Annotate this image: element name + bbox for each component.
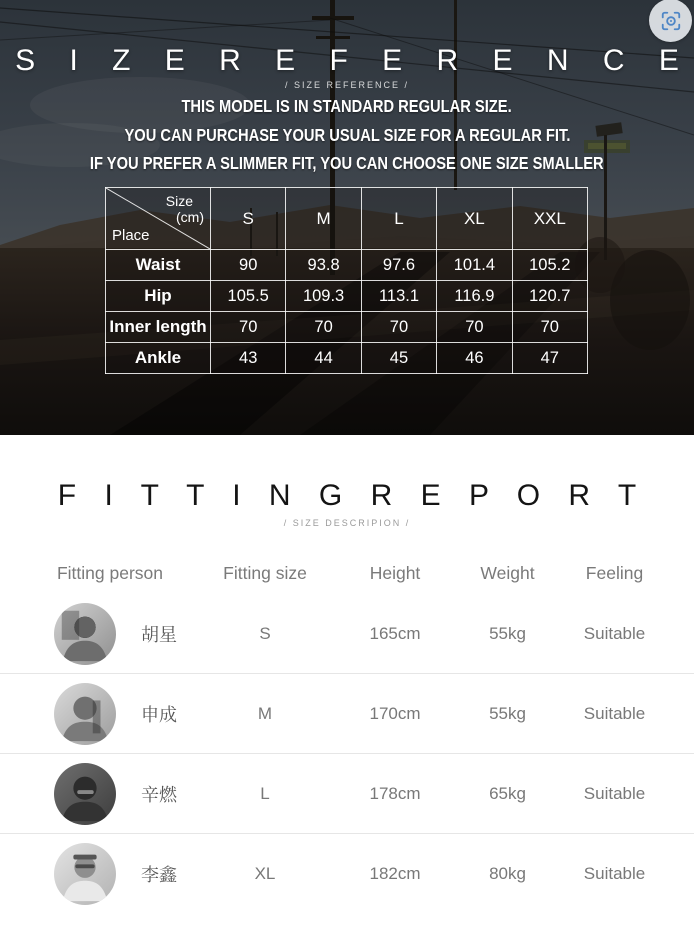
size-value: 116.9 xyxy=(437,281,512,312)
avatar xyxy=(54,683,116,745)
size-column-header: S xyxy=(211,188,286,250)
height-value: 170cm xyxy=(369,703,421,723)
size-value: 101.4 xyxy=(437,250,512,281)
row-label: Inner length xyxy=(106,312,211,343)
fitting-row xyxy=(0,834,694,914)
size-chart-header-row xyxy=(106,188,588,250)
size-value: 97.6 xyxy=(361,250,436,281)
fitting-report-subtitle: / SIZE DESCRIPION / xyxy=(283,518,411,528)
column-header-fitting-person: Fitting person xyxy=(56,562,164,583)
column-header-weight: Weight xyxy=(480,562,535,583)
size-value: 90 xyxy=(211,250,286,281)
size-column-header: M xyxy=(286,188,361,250)
fitting-report-title: F I T T I N G R E P O R T xyxy=(57,479,647,512)
size-value: 93.8 xyxy=(286,250,361,281)
weight-value: 80kg xyxy=(489,864,526,883)
corner-size-label: Size xyxy=(165,193,193,209)
size-column-header: L xyxy=(361,188,436,250)
size-value: 46 xyxy=(437,343,512,374)
size-value: 70 xyxy=(286,312,361,343)
person-name: 胡星 xyxy=(141,624,177,645)
size-value: 47 xyxy=(512,343,587,374)
row-label: Ankle xyxy=(106,343,211,374)
person-cell xyxy=(30,763,190,825)
description-line: YOU CAN PURCHASE YOUR USUAL SIZE FOR A REGULAR FIT. xyxy=(124,124,570,145)
fitting-row xyxy=(0,754,694,834)
column-header-feeling: Feeling xyxy=(585,562,644,583)
size-value: 113.1 xyxy=(361,281,436,312)
fitting-row xyxy=(0,674,694,754)
feeling-value: Suitable xyxy=(583,783,646,803)
size-value: 70 xyxy=(437,312,512,343)
size-value: 109.3 xyxy=(286,281,361,312)
feeling-value: Suitable xyxy=(583,864,646,883)
weight-value: 65kg xyxy=(489,783,526,803)
weight-value: 55kg xyxy=(489,623,526,643)
avatar xyxy=(54,763,116,825)
fitting-size-value: L xyxy=(260,783,270,803)
fitting-report-header-row xyxy=(0,552,694,594)
person-name: 李鑫 xyxy=(141,865,177,885)
row-label: Hip xyxy=(106,281,211,312)
size-reference-title: S I Z E R E F E R E N C E xyxy=(15,44,692,77)
fitting-size-value: S xyxy=(259,623,271,643)
size-column-header: XL xyxy=(437,188,512,250)
size-chart-row-inner-length xyxy=(106,312,588,343)
column-header-height: Height xyxy=(369,562,421,583)
row-label: Waist xyxy=(106,250,211,281)
person-name: 辛燃 xyxy=(141,784,177,805)
person-cell xyxy=(30,683,190,745)
size-chart-corner-cell xyxy=(106,188,211,250)
fitting-row xyxy=(0,594,694,674)
weight-value: 55kg xyxy=(489,703,526,723)
person-cell xyxy=(30,843,190,905)
avatar xyxy=(54,603,116,665)
size-value: 70 xyxy=(211,312,286,343)
size-value: 70 xyxy=(361,312,436,343)
size-chart-row-hip xyxy=(106,281,588,312)
person-cell xyxy=(30,603,190,665)
column-header-fitting-size: Fitting size xyxy=(223,562,307,583)
size-reference-description xyxy=(0,92,694,178)
corner-place-label: Place xyxy=(112,227,150,244)
height-value: 182cm xyxy=(369,864,421,883)
description-line: IF YOU PREFER A SLIMMER FIT, YOU CAN CHOOSE ONE SIZE SMALLER xyxy=(90,153,604,173)
avatar xyxy=(54,843,116,905)
person-silhouette-icon xyxy=(54,603,116,665)
size-chart-row-waist xyxy=(106,250,588,281)
size-chart-row-ankle xyxy=(106,343,588,374)
image-search-button[interactable] xyxy=(649,0,692,42)
feeling-value: Suitable xyxy=(583,623,646,643)
person-silhouette-icon xyxy=(54,763,116,825)
person-silhouette-icon xyxy=(54,843,116,905)
image-search-icon xyxy=(660,10,682,32)
size-chart-table xyxy=(105,187,588,374)
size-reference-section xyxy=(0,0,694,435)
size-column-header: XXL xyxy=(512,188,587,250)
size-value: 70 xyxy=(512,312,587,343)
description-line: THIS MODEL IS IN STANDARD REGULAR SIZE. xyxy=(181,96,513,116)
person-name: 申成 xyxy=(141,704,177,725)
size-value: 120.7 xyxy=(512,281,587,312)
size-value: 45 xyxy=(361,343,436,374)
size-value: 44 xyxy=(286,343,361,374)
size-value: 105.2 xyxy=(512,250,587,281)
height-value: 178cm xyxy=(369,783,421,803)
fitting-size-value: M xyxy=(257,703,273,723)
size-value: 105.5 xyxy=(211,281,286,312)
fitting-report-section xyxy=(0,435,694,914)
size-value: 43 xyxy=(211,343,286,374)
size-reference-subtitle: / SIZE REFERENCE / xyxy=(284,80,409,90)
corner-unit-label: (cm) xyxy=(176,209,204,225)
person-silhouette-icon xyxy=(54,683,116,745)
fitting-size-value: XL xyxy=(254,864,276,883)
feeling-value: Suitable xyxy=(583,703,646,723)
height-value: 165cm xyxy=(369,623,421,643)
